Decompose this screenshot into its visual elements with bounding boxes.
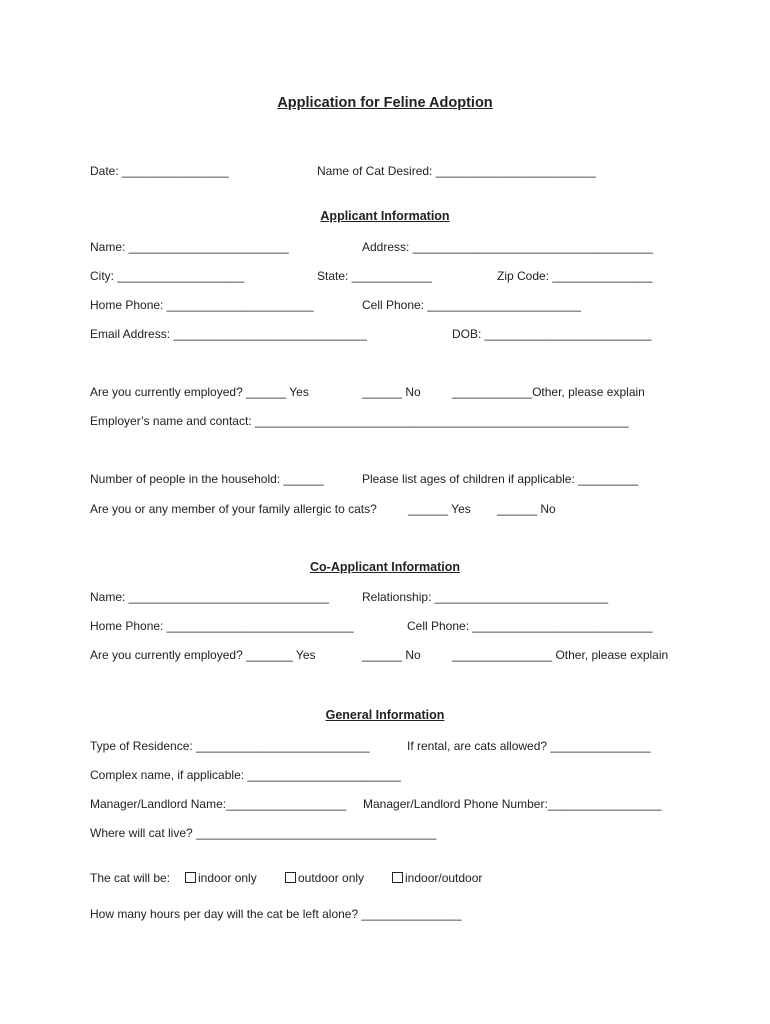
co-applicant-employed-yes-field[interactable]: Are you currently employed? _______ Yes [90, 648, 316, 662]
cat-will-be-label: The cat will be: [90, 871, 171, 885]
allergy-yes-field[interactable]: ______ Yes [408, 502, 471, 516]
household-count-field[interactable]: Number of people in the household: ______ [90, 472, 324, 486]
applicant-address-field[interactable]: Address: ____________________________________ [362, 240, 653, 254]
applicant-section-heading: Applicant Information [320, 209, 450, 223]
indoor-outdoor-label: indoor/outdoor [405, 871, 483, 885]
applicant-employed-other-field[interactable]: ____________Other, please explain [452, 385, 645, 399]
general-section-heading: General Information [325, 708, 445, 722]
applicant-employed-yes-field[interactable]: Are you currently employed? ______ Yes [90, 385, 309, 399]
form-title: Application for Feline Adoption [277, 95, 493, 111]
indoor-only-option[interactable] [185, 870, 257, 886]
date-field[interactable]: Date: ________________ [90, 164, 229, 178]
allergy-question: Are you or any member of your family allergic to cats? [90, 502, 377, 516]
indoor-outdoor-option[interactable] [392, 870, 482, 886]
co-applicant-home-phone-field[interactable]: Home Phone: ____________________________ [90, 619, 354, 633]
co-applicant-relationship-field[interactable]: Relationship: __________________________ [362, 590, 609, 604]
applicant-zip-field[interactable]: Zip Code: _______________ [497, 269, 653, 283]
applicant-dob-field[interactable]: DOB: _________________________ [452, 327, 652, 341]
manager-phone-field[interactable]: Manager/Landlord Phone Number:_________________ [363, 797, 662, 811]
cat-live-field[interactable]: Where will cat live? ____________________________________ [90, 826, 437, 840]
co-applicant-cell-phone-field[interactable]: Cell Phone: ___________________________ [407, 619, 653, 633]
employer-contact-field[interactable]: Employer’s name and contact: ________________________________________________________ [90, 414, 629, 428]
complex-name-field[interactable]: Complex name, if applicable: _______________________ [90, 768, 401, 782]
hours-alone-field[interactable]: How many hours per day will the cat be left alone? _______________ [90, 907, 462, 921]
applicant-cell-phone-field[interactable]: Cell Phone: _______________________ [362, 298, 581, 312]
co-applicant-section-heading: Co-Applicant Information [310, 560, 460, 574]
applicant-state-field[interactable]: State: ____________ [317, 269, 432, 283]
indoor-only-label: indoor only [198, 871, 257, 885]
applicant-home-phone-field[interactable]: Home Phone: ______________________ [90, 298, 314, 312]
applicant-employed-no-field[interactable]: ______ No [362, 385, 421, 399]
applicant-name-field[interactable]: Name: ________________________ [90, 240, 289, 254]
children-ages-field[interactable]: Please list ages of children if applicable: _________ [362, 472, 639, 486]
outdoor-only-label: outdoor only [298, 871, 365, 885]
manager-name-field[interactable]: Manager/Landlord Name:__________________ [90, 797, 347, 811]
co-applicant-employed-no-field[interactable]: ______ No [362, 648, 421, 662]
co-applicant-name-field[interactable]: Name: ______________________________ [90, 590, 329, 604]
indoor-only-checkbox[interactable] [185, 872, 196, 883]
outdoor-only-option[interactable] [285, 870, 364, 886]
residence-type-field[interactable]: Type of Residence: __________________________ [90, 739, 370, 753]
applicant-email-field[interactable]: Email Address: _____________________________ [90, 327, 367, 341]
applicant-city-field[interactable]: City: ___________________ [90, 269, 245, 283]
cat-name-field[interactable]: Name of Cat Desired: ________________________ [317, 164, 596, 178]
rental-cats-allowed-field[interactable]: If rental, are cats allowed? _______________ [407, 739, 651, 753]
indoor-outdoor-checkbox[interactable] [392, 872, 403, 883]
co-applicant-employed-other-field[interactable]: _______________ Other, please explain [452, 648, 669, 662]
outdoor-only-checkbox[interactable] [285, 872, 296, 883]
allergy-no-field[interactable]: ______ No [497, 502, 556, 516]
